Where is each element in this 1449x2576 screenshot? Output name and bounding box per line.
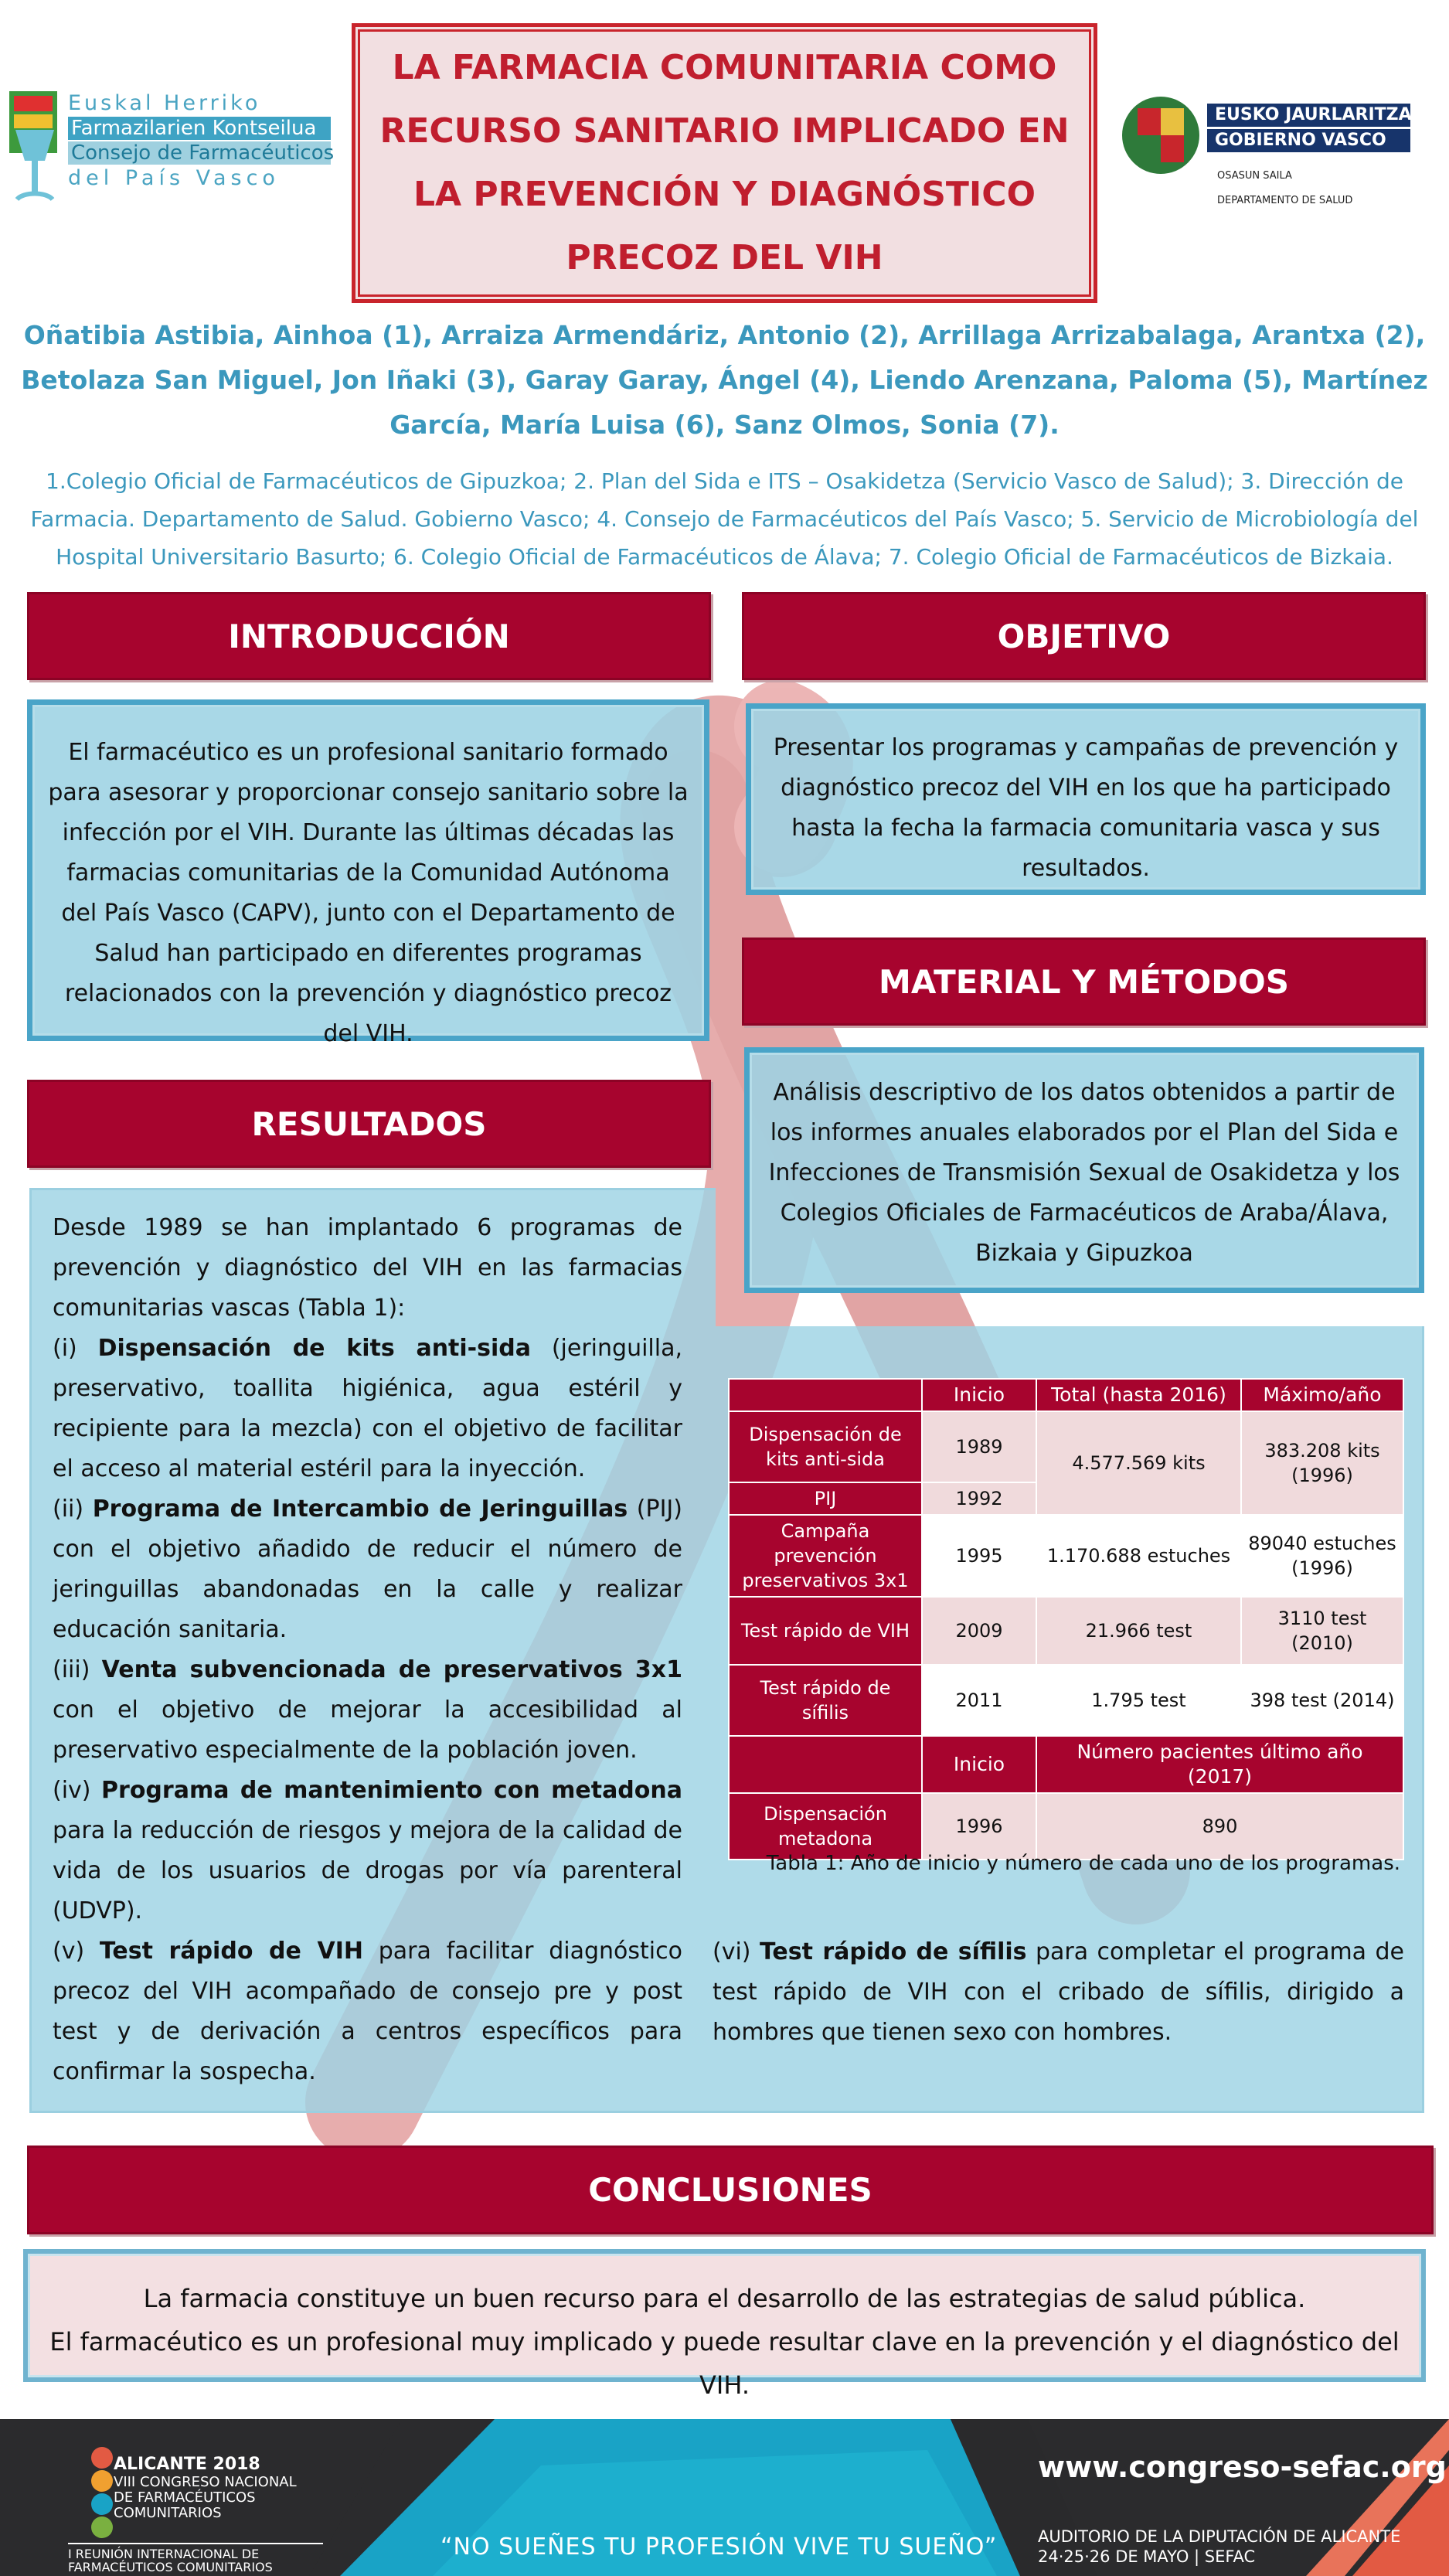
footer-venue: AUDITORIO DE LA DIPUTACIÓN DE ALICANTE xyxy=(1038,2527,1401,2546)
table-row xyxy=(729,1665,1403,1736)
results-text-left xyxy=(53,1208,682,2092)
results-item-4: (iv) Programa de mantenimiento con metadona para la reducción de riesgos y mejora de la calidad de vida de los usuarios de drogas por vía parenteral (UDVP). xyxy=(53,1777,682,1924)
footer-slogan: “NO SUEÑES TU PROFESIÓN VIVE TU SUEÑO” xyxy=(440,2533,998,2561)
results-item-2: (ii) Programa de Intercambio de Jeringuillas (PIJ) con el objetivo añadido de reducir el número de jeringuillas abandonadas en la calle y realizar educación sanitaria. xyxy=(53,1496,682,1643)
results-item-1: (i) Dispensación de kits anti-sida (jeringuilla, preservativo, toallita higiénica, agua estéril y recipiente para la mezcla) con el objetivo de facilitar el acceso al material estéril para la inyección. xyxy=(53,1335,683,1482)
pharmacy-cup-icon xyxy=(8,83,62,215)
table-cell: 1.795 test xyxy=(1036,1665,1241,1736)
table-header-cell xyxy=(729,1736,922,1793)
results-item-6: (vi) Test rápido de sífilis para completar el programa de test rápido de VIH con el cribado de sífilis, dirigido a hombres que tienen sexo con hombres. xyxy=(713,1938,1404,2046)
table-cell: 21.966 test xyxy=(1036,1597,1241,1665)
table-cell: 398 test (2014) xyxy=(1241,1665,1403,1736)
table-row-label: Campaña prevención preservativos 3x1 xyxy=(729,1515,922,1597)
conclusion-line-1: La farmacia constituye un buen recurso para el desarrollo de las estrategias de salud pública. xyxy=(143,2284,1306,2313)
table-cell: 4.577.569 kits xyxy=(1036,1411,1241,1515)
table-row-label: PIJ xyxy=(729,1482,922,1515)
footer-event-subtitle: VIII CONGRESO NACIONAL DE FARMACÉUTICOS COMUNITARIOS xyxy=(114,2474,297,2521)
title-box xyxy=(352,23,1097,303)
table-cell: 1995 xyxy=(922,1515,1036,1597)
footer-dates: 24·25·26 DE MAYO | SEFAC xyxy=(1038,2547,1256,2566)
objective-box xyxy=(746,703,1426,895)
affiliations: 1.Colegio Oficial de Farmacéuticos de Gipuzkoa; 2. Plan del Sida e ITS – Osakidetza (Servicio Vasco de Salud); 3. Dirección de Farmacia. Departamento de Salud. Gobierno Vasco; 4. Consejo de Farmacéuticos del País Vasco; 5. Servicio de Microbiología del Hospital Universitario Basurto; 6. Colegio Oficial de Farmacéuticos de Álava; 7. Colegio Oficial de Farmacéuticos de Bizkaia. xyxy=(30,468,1419,570)
table-header-cell: Número pacientes último año (2017) xyxy=(1036,1736,1403,1793)
results-item-4-title: Programa de mantenimiento con metadona xyxy=(101,1777,682,1804)
table-header-row-2 xyxy=(729,1736,1403,1793)
programs-table xyxy=(728,1378,1404,1860)
table-cell: 2009 xyxy=(922,1597,1036,1665)
logo-left-line2: Farmazilarien Kontseilua xyxy=(68,117,331,140)
authors: Oñatibia Astibia, Ainhoa (1), Arraiza Armendáriz, Antonio (2), Arrillaga Arrizabalaga, Arantxa (2), Betolaza San Miguel, Jon Iñaki (3), Garay Garay, Ángel (4), Liendo Arenzana, Paloma (5), Martínez García, María Luisa (6), Sanz Olmos, Sonia (7). xyxy=(21,320,1428,440)
logo-right-sub2: DEPARTAMENTO DE SALUD xyxy=(1217,195,1353,206)
table-header-cell xyxy=(729,1379,922,1411)
results-intro: Desde 1989 se han implantado 6 programas de prevención y diagnóstico del VIH en las farmacias comunitarias vascas (Tabla 1): xyxy=(53,1214,682,1322)
table-cell: 89040 estuches (1996) xyxy=(1241,1515,1403,1597)
conclusions-heading: CONCLUSIONES xyxy=(27,2146,1434,2234)
results-item-5: (v) Test rápido de VIH para facilitar diagnóstico precoz del VIH acompañado de consejo pre y post test y de derivación a centros específicos para confirmar la sospecha. xyxy=(53,1938,682,2085)
introduction-text: El farmacéutico es un profesional sanitario formado para asesorar y proporcionar consejo sanitario sobre la infección por el VIH. Durante las últimas décadas las farmacias comunitarias de la Comunidad Autónoma del País Vasco (CAPV), junto con el Departamento de Salud han participado en diferentes programas relacionados con la prevención y diagnóstico precoz del VIH. xyxy=(48,739,689,1047)
logo-left-line3: Consejo de Farmacéuticos xyxy=(68,141,331,165)
logo-right-band1: EUSKO JAURLARITZA xyxy=(1207,104,1410,127)
logo-left-line1: Euskal Herriko xyxy=(68,91,261,115)
table-cell: 1992 xyxy=(922,1482,1036,1515)
logo-left-line4: del País Vasco xyxy=(68,166,280,190)
gobierno-vasco-logo xyxy=(1121,87,1418,210)
table-cell: 890 xyxy=(1036,1793,1403,1860)
table-cell: 2011 xyxy=(922,1665,1036,1736)
table-row xyxy=(729,1411,1403,1482)
table-row-label: Dispensación de kits anti-sida xyxy=(729,1411,922,1482)
table-row xyxy=(729,1597,1403,1665)
table-cell: 1.170.688 estuches xyxy=(1036,1515,1241,1597)
table-cell: 383.208 kits (1996) xyxy=(1241,1411,1403,1515)
objective-heading: OBJETIVO xyxy=(742,592,1426,680)
table-header-cell: Máximo/año xyxy=(1241,1379,1403,1411)
table-row-label: Test rápido de sífilis xyxy=(729,1665,922,1736)
table-cell: 3110 test (2010) xyxy=(1241,1597,1403,1665)
page-title: LA FARMACIA COMUNITARIA COMO RECURSO SANITARIO IMPLICADO EN LA PREVENCIÓN Y DIAGNÓSTICO PRECOZ DEL VIH xyxy=(379,48,1070,277)
results-item-1-title: Dispensación de kits anti-sida xyxy=(97,1335,531,1362)
table-header-cell: Total (hasta 2016) xyxy=(1036,1379,1241,1411)
footer-banner xyxy=(0,2419,1449,2576)
results-item-5-title: Test rápido de VIH xyxy=(99,1938,363,1965)
results-item-2-title: Programa de Intercambio de Jeringuillas xyxy=(92,1496,628,1523)
footer-website-link[interactable]: www.congreso-sefac.org xyxy=(1038,2450,1447,2484)
conclusion-line-2: El farmacéutico es un profesional muy implicado y puede resultar clave en la prevención y el diagnóstico del VIH. xyxy=(49,2327,1400,2400)
results-item-3: (iii) Venta subvencionada de preservativos 3x1 con el objetivo de mejorar la accesibilidad al preservativo especialmente de la población joven. xyxy=(53,1656,683,1764)
table-header-cell: Inicio xyxy=(922,1379,1036,1411)
methods-box xyxy=(744,1047,1424,1293)
footer-event-subtitle-2: I REUNIÓN INTERNACIONAL DE FARMACÉUTICOS COMUNITARIOS xyxy=(68,2543,323,2574)
table-header-cell: Inicio xyxy=(922,1736,1036,1793)
table-row xyxy=(729,1793,1403,1860)
table-row-label: Dispensación metadona xyxy=(729,1793,922,1860)
footer-event-title: ALICANTE 2018 xyxy=(114,2455,260,2474)
results-text-right xyxy=(713,1932,1404,2053)
results-item-6-title: Test rápido de sífilis xyxy=(759,1938,1027,1965)
results-heading: RESULTADOS xyxy=(27,1080,711,1168)
conclusions-box xyxy=(23,2249,1426,2400)
objective-text: Presentar los programas y campañas de prevención y diagnóstico precoz del VIH en los que ha participado hasta la fecha la farmacia comunitaria vasca y sus resultados. xyxy=(773,734,1399,882)
table-caption: Tabla 1: Año de inicio y número de cada uno de los programas. xyxy=(766,1852,1400,1875)
colegio-farmaceuticos-logo xyxy=(8,83,335,219)
table-row-label: Test rápido de VIH xyxy=(729,1597,922,1665)
table-row xyxy=(729,1515,1403,1597)
methods-heading: MATERIAL Y MÉTODOS xyxy=(742,938,1426,1026)
introduction-box xyxy=(27,699,709,1047)
methods-text: Análisis descriptivo de los datos obtenidos a partir de los informes anuales elaborados por el Plan del Sida e Infecciones de Transmisión Sexual de Osakidetza y los Colegios Oficiales de Farmacéuticos de Araba/Álava, Bizkaia y Gipuzkoa xyxy=(768,1079,1400,1267)
table-cell: 1989 xyxy=(922,1411,1036,1482)
logo-right-band2: GOBIERNO VASCO xyxy=(1207,129,1410,152)
table-cell: 1996 xyxy=(922,1793,1036,1860)
table-header-row xyxy=(729,1379,1403,1411)
coat-of-arms-icon xyxy=(1121,93,1202,178)
introduction-heading: INTRODUCCIÓN xyxy=(27,592,711,680)
results-item-3-title: Venta subvencionada de preservativos 3x1 xyxy=(101,1656,683,1683)
logo-right-sub1: OSASUN SAILA xyxy=(1217,170,1292,182)
